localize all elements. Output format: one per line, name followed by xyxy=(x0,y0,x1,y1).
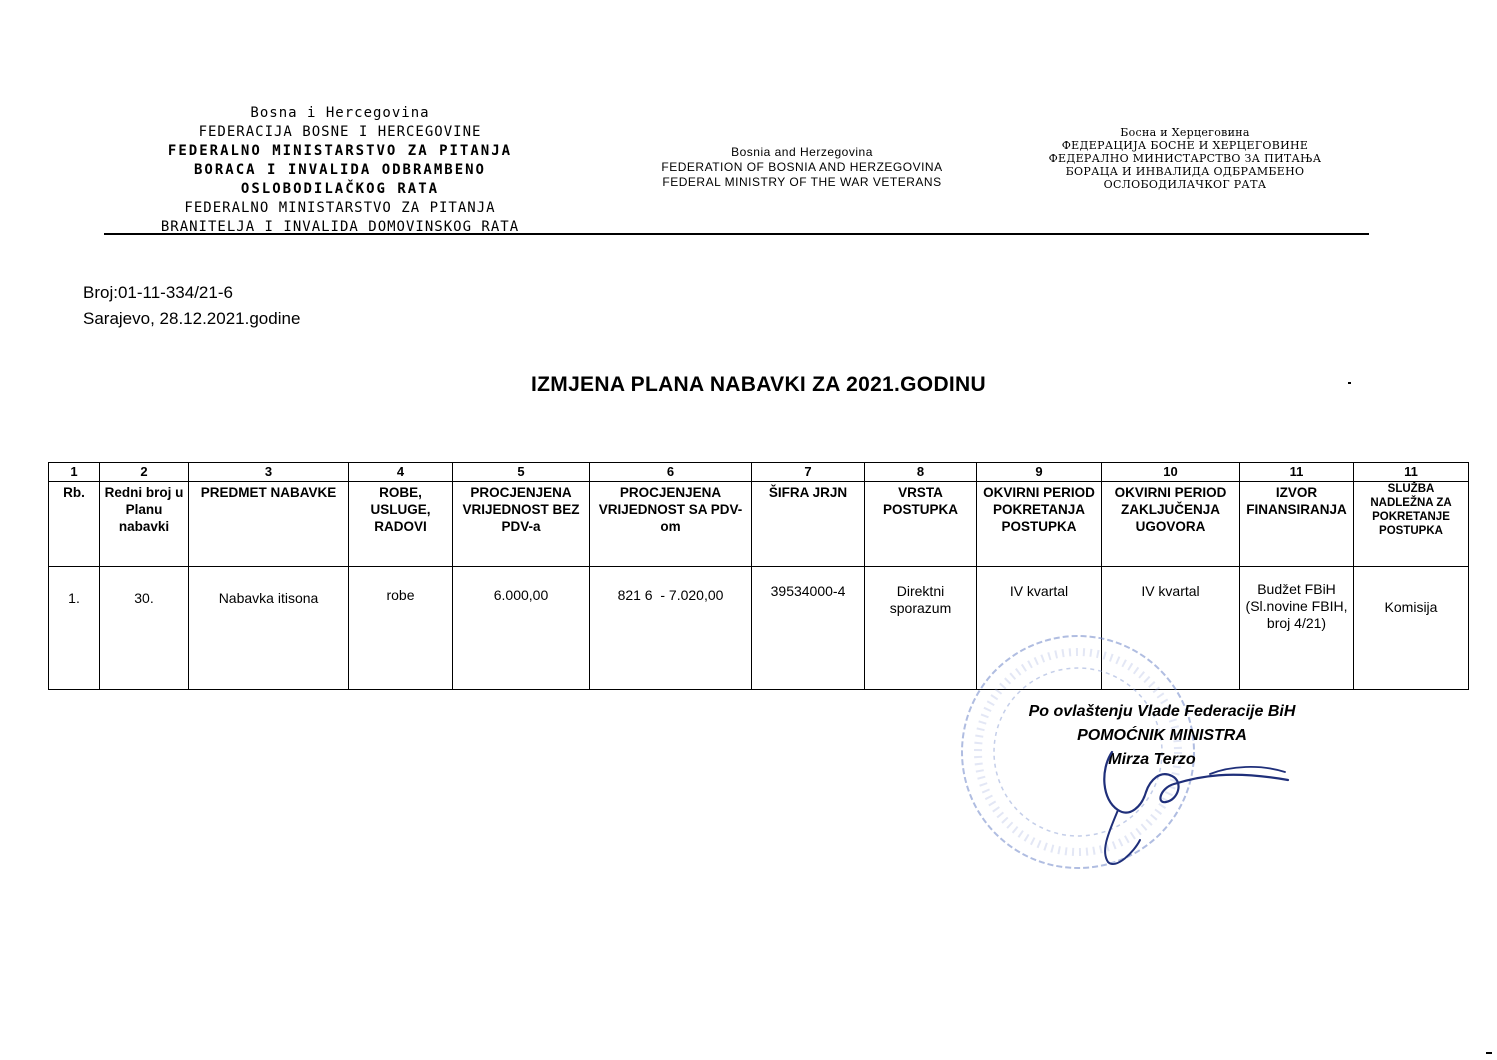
column-header-period-zakljucenja: OKVIRNI PERIOD ZAKLJUČENJA UGOVORA xyxy=(1102,482,1240,567)
column-header-postupak: VRSTA POSTUPKA xyxy=(865,482,977,567)
column-header-vrsta: ROBE, USLUGE, RADOVI xyxy=(349,482,453,567)
header-left xyxy=(100,104,580,237)
cell-sluzba: Komisija xyxy=(1354,567,1469,690)
column-number: 9 xyxy=(977,463,1102,482)
signature-authority: Po ovlaštenju Vlade Federacije BiH xyxy=(1028,703,1296,720)
header-right-ministry-line: БОРАЦА И ИНВАЛИДА ОДБРАМБЕНО xyxy=(1065,165,1305,178)
column-header-izvor: IZVOR FINANSIRANJA xyxy=(1240,482,1354,567)
document-number: Broj:01-11-334/21-6 xyxy=(83,283,233,302)
cell-izvor: Budžet FBiH (Sl.novine FBIH, broj 4/21) xyxy=(1240,567,1354,690)
header-left-ministry-line: FEDERALNO MINISTARSTVO ZA PITANJA xyxy=(167,143,513,159)
header-right-federation: ФЕДЕРАЦИЈА БОСНЕ И ХЕРЦЕГОВИНЕ xyxy=(1061,139,1309,152)
cell-redni-broj: 30. xyxy=(100,567,189,690)
cell-rb: 1. xyxy=(49,567,100,690)
column-header-vrijednost-bez-pdv: PROCJENJENA VRIJEDNOST BEZ PDV-a xyxy=(453,482,590,567)
cell-period-zakljucenja: IV kvartal xyxy=(1102,567,1240,690)
cell-vrijednost-sa-pdv: 821 6 - 7.020,00 xyxy=(590,567,752,690)
header-mid-country: Bosnia and Herzegovina xyxy=(731,145,873,159)
header-left-ministry-plain-line: BRANITELJA I INVALIDA DOMOVINSKOG RATA xyxy=(160,219,520,235)
header-left-country: Bosna i Hercegovina xyxy=(250,105,430,121)
signature-title: POMOĆNIK MINISTRA xyxy=(1077,727,1247,744)
column-number: 8 xyxy=(865,463,977,482)
column-header-sifra: ŠIFRA JRJN xyxy=(752,482,865,567)
scan-speck xyxy=(1486,1052,1492,1054)
document-place-date: Sarajevo, 28.12.2021.godine xyxy=(83,309,301,328)
table-row xyxy=(49,567,1469,690)
column-header-period-pokretanja: OKVIRNI PERIOD POKRETANJA POSTUPKA xyxy=(977,482,1102,567)
header-left-federation: FEDERACIJA BOSNE I HERCEGOVINE xyxy=(198,124,482,140)
cell-vrijednost-bez-pdv: 6.000,00 xyxy=(453,567,590,690)
column-number: 3 xyxy=(189,463,349,482)
header-right-ministry-line: ОСЛОБОДИЛАЧКОГ РАТА xyxy=(1103,178,1267,191)
column-number: 1 xyxy=(49,463,100,482)
header-middle xyxy=(612,145,992,190)
header-right xyxy=(1000,126,1370,191)
header-mid-ministry: FEDERAL MINISTRY OF THE WAR VETERANS xyxy=(662,175,942,189)
header-left-ministry-line: BORACA I INVALIDA ODBRAMBENO xyxy=(193,162,486,178)
column-number: 4 xyxy=(349,463,453,482)
column-header-rb: Rb. xyxy=(49,482,100,567)
column-number: 10 xyxy=(1102,463,1240,482)
cell-predmet: Nabavka itisona xyxy=(189,567,349,690)
column-number-row xyxy=(49,463,1469,482)
column-header-predmet: PREDMET NABAVKE xyxy=(189,482,349,567)
page-title-text: IZMJENA PLANA NABAVKI ZA 2021.GODINU xyxy=(531,373,986,396)
header-mid-federation: FEDERATION OF BOSNIA AND HERZEGOVINA xyxy=(661,160,943,174)
header-divider xyxy=(104,233,1369,235)
column-number: 5 xyxy=(453,463,590,482)
page-title xyxy=(0,373,1497,397)
cell-period-pokretanja: IV kvartal xyxy=(977,567,1102,690)
column-header-vrijednost-sa-pdv: PROCJENJENA VRIJEDNOST SA PDV-om xyxy=(590,482,752,567)
column-number: 2 xyxy=(100,463,189,482)
column-number: 11 xyxy=(1240,463,1354,482)
header-right-country: Босна и Херцеговина xyxy=(1120,126,1250,139)
column-number: 7 xyxy=(752,463,865,482)
column-header-row xyxy=(49,482,1469,567)
handwritten-signature-icon xyxy=(1060,740,1300,870)
procurement-table xyxy=(48,462,1469,690)
cell-postupak: Direktni sporazum xyxy=(865,567,977,690)
document-meta xyxy=(83,280,300,332)
header-right-ministry-line: ФЕДЕРАЛНО МИНИСТАРСТВО ЗА ПИТАЊА xyxy=(1048,152,1322,165)
column-number: 11 xyxy=(1354,463,1469,482)
header-left-ministry-line: OSLOBODILAČKOG RATA xyxy=(240,181,440,197)
column-header-sluzba: SLUŽBA NADLEŽNA ZA POKRETANJE POSTUPKA xyxy=(1354,482,1469,567)
signature-name: Mirza Terzo xyxy=(1108,751,1196,768)
column-number: 6 xyxy=(590,463,752,482)
cell-vrsta: robe xyxy=(349,567,453,690)
header-left-ministry-plain-line: FEDERALNO MINISTARSTVO ZA PITANJA xyxy=(184,200,496,216)
cell-sifra: 39534000-4 xyxy=(752,567,865,690)
column-header-redni-broj: Redni broj u Planu nabavki xyxy=(100,482,189,567)
scan-speck xyxy=(1348,382,1351,384)
